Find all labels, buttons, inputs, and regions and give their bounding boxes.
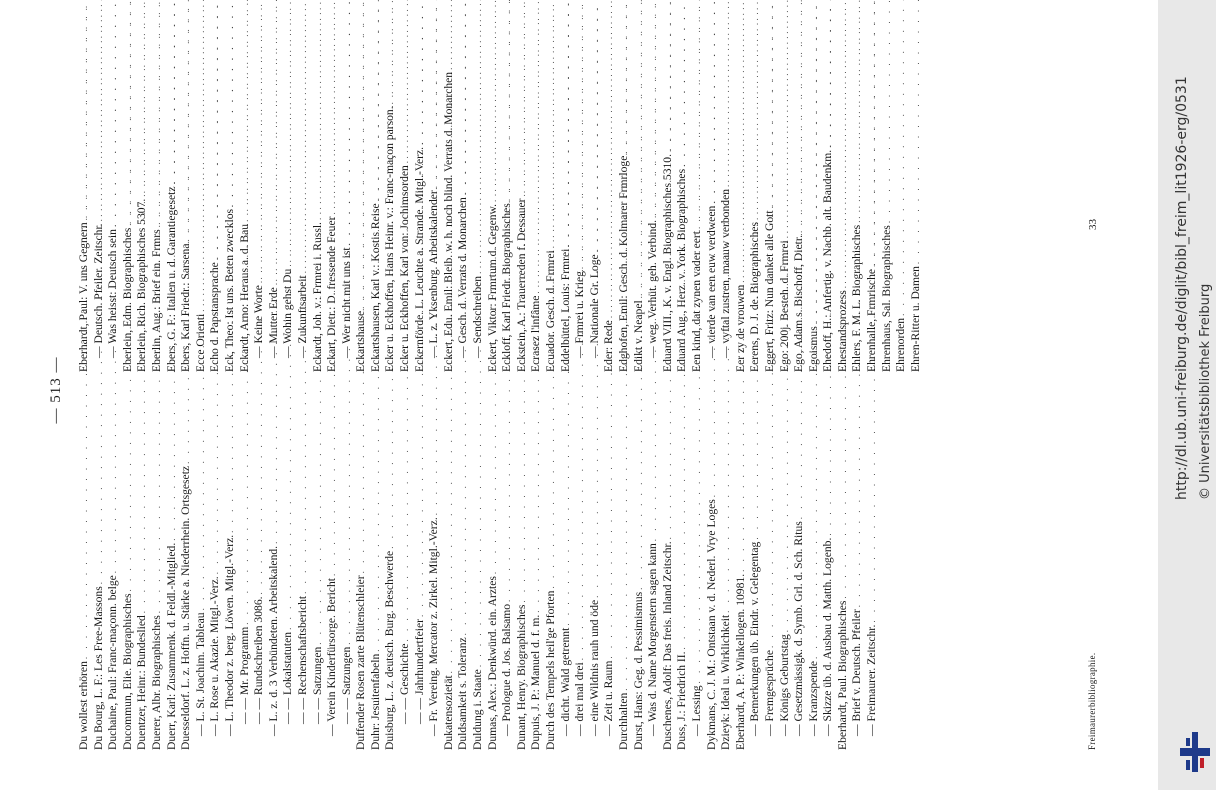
entry-text: Ebers, Karl Friedr.: Sarsena [179,243,193,372]
index-entry [296,42,311,372]
index-entry [559,420,574,750]
index-entry [661,42,676,372]
entry-text: — Freimaurer. Zeitschr. [865,624,879,736]
entry-text: Eckert, Edu. Emil: Bleib. w. h. noch blind. Verrats d. Monarchen [441,71,455,372]
index-entry [281,42,296,372]
entry-text: — — Rechenschaftsbericht [295,595,309,724]
entry-text: — Gesetzmässigk. d. Symb. Grl. d. Sch. Ritus [792,521,806,736]
entry-text: — L. Rose u. Akazie. Mitgl.-Verz. [208,576,222,736]
entry-text: Duschenes, Adolf: Das freis. Inland Zeitschr. [660,541,674,750]
entry-text: Duchaine, Paul: Franc-maçonn. belge [106,575,120,750]
index-entry [456,42,471,372]
dot-leader [369,0,384,201]
copyright-notice: © Universitätsbibliothek Freiburg [1198,283,1213,500]
dot-leader [150,0,165,227]
dot-leader [559,0,574,247]
index-entry [646,42,661,372]
dot-leader [471,0,486,274]
dot-leader [456,0,471,195]
dot-leader [675,0,690,167]
entry-text: Ego: 200j. Besteh. d. Frmrei [777,240,791,372]
index-entry [880,42,895,372]
dot-leader [296,0,311,273]
index-entry [734,42,749,372]
entry-text: — Fremgesprüche [762,650,776,736]
index-entry [325,42,340,372]
entry-text: Eder: Rede [602,320,616,372]
dot-leader [135,0,150,197]
index-entry [515,42,530,372]
entry-text: Duhr: Jesuitenfabeln [368,653,382,750]
index-entry [135,420,150,750]
index-entry [106,420,121,750]
index-entry [500,42,515,372]
entry-text: — Wohin gehst Du [281,268,295,358]
dot-leader [238,0,253,222]
entry-text: Ecce Orienti [193,313,207,372]
entry-text: — Skizze üb. d. Ausbau d. Matth. Logenb. [821,537,835,736]
entry-text: — L. z. d. 3 Verbündeten. Arbeitskalend. [266,545,280,736]
index-entry [690,420,705,750]
entry-text: Eerens, D. J. de. Biographisches [748,221,762,372]
index-entry [150,42,165,372]
index-entry [413,42,428,372]
index-entry [690,42,705,372]
entry-text: Dykmans, C. J. M.: Ontstaan v. d. Nederl. Vrye Loges [704,499,718,750]
entry-text: — Königs Geburtstag [777,634,791,736]
entry-text: — L. St. Joachim. Tableau [193,612,207,736]
index-entry [778,420,793,750]
dot-leader [223,0,238,207]
entry-text: Eckstein, A.: Trauerreden f. Dessauer [514,198,528,372]
dot-leader [92,0,107,221]
entry-text: Eduard VIII., K. v. Engl. Biographisches 5310. [660,154,674,372]
entry-text: Ehestandsprozess [835,290,849,372]
index-entry [165,420,180,750]
entry-text: Dupuis, J. P.: Manuel d. f. m. [529,614,543,750]
dot-leader [792,0,807,233]
index-entry [544,42,559,372]
index-entry [281,420,296,750]
index-entry [398,420,413,750]
entry-text: Eduard Aug., Herz. v. York. Biographisches [675,168,689,372]
entry-text: Ecrasez l'infâme [529,295,543,372]
entry-text: Duentzer, Heinr.: Bundeslied [135,615,149,750]
entry-text: Eberlein, Rich. Biographisches 5307. [135,198,149,372]
entry-text: — — Rundschreiben 3086. [252,596,266,724]
scanned-page [42,10,1117,770]
dot-leader [850,0,865,223]
index-entry [515,420,530,750]
index-entry [311,42,326,372]
entry-text: Eberhardt, Paul: V. uns Gegnern [77,222,90,372]
entry-text: Duffender Rosen zarte Blütenschleier [354,575,368,750]
index-entry [413,420,428,750]
index-entry [661,420,676,750]
entry-text: — Keine Worte [252,285,266,358]
entry-text: Duerr, Karl: Zusammenk. d. Feldl.-Mitglied. [164,542,178,750]
index-entry [194,420,209,750]
index-entry [588,420,603,750]
index-entry [529,420,544,750]
entry-text: Eckernförde. L. Leuchte a. Strande. Mitgl.-Verz. [412,146,426,372]
dot-leader [763,0,778,208]
dot-leader [617,0,632,154]
index-entry [909,42,924,372]
index-entry [427,420,442,750]
index-entry [442,420,457,750]
entry-text: — Zukunftsarbeit [295,275,309,358]
entry-text: Egoismus [806,326,820,372]
index-entry [763,420,778,750]
index-entry [675,42,690,372]
dot-leader [544,0,559,248]
entry-text: — Wer nicht mit uns ist [339,247,353,358]
entry-text: Ecker u. Eckhoffen, Karl von: Jochimsorden [398,165,412,372]
entry-text: — L. Theodor z. berg. Löwen. Mitgl.-Verz. [222,534,236,736]
index-entry [602,420,617,750]
entry-text: Dukatensozietät [441,675,455,750]
entry-text: Edghofen, Emil: Gesch. d. Kolmarer Frmrloge [616,155,630,372]
entry-text: Edikt v. Neapel [631,300,645,372]
index-entry [252,42,267,372]
entry-text: Ducommun, Elie. Biographisches [120,593,134,750]
index-entry [456,420,471,750]
dot-leader [632,0,647,298]
dot-leader [311,0,326,220]
index-entry [369,420,384,750]
index-entry [821,420,836,750]
dot-leader [500,0,515,201]
dot-leader [880,0,895,223]
index-entry [369,42,384,372]
entry-text: Eer zy de vrouwen [733,284,747,372]
entry-text: Eckert, Viktor: Frmrtum d. Gegenw. [485,203,499,372]
entry-text: Ehrenhalle, Frmrische [865,268,879,372]
index-entry [602,42,617,372]
dot-leader [340,0,355,245]
entry-text: Eck, Theo: Ist uns. Beten zwecklos [222,208,236,372]
entry-text: Ehren-Ritter u. Damen [908,266,922,372]
index-entry [383,420,398,750]
index-entry [573,420,588,750]
index-entry [807,420,822,750]
entry-text: — drei mal drei [573,662,587,736]
entry-text: — dicht. Wald getrennt [558,627,572,736]
index-entry [311,420,326,750]
entry-text: Duldsamkeit s. Toleranz [456,637,470,750]
index-entry [442,42,457,372]
entry-text: — Sendschreiben [471,275,485,358]
dot-leader [909,0,924,264]
index-entry [559,42,574,372]
entry-text: — Mutter Erde [266,287,280,358]
entry-text: — Verein Kinderfürsorge. Bericht [325,578,339,736]
entry-text: Ehedoff, H.: Anfertig. v. Nachb. alt. Baudenkm. [821,149,835,372]
entry-text: — L. z. Yksenburg. Arbeitskalender [427,190,441,358]
dot-leader [690,0,705,229]
entry-text: Dzieyk: Ideal u. Wirklichkeit [719,614,733,750]
index-entry [836,420,851,750]
index-entry [748,42,763,372]
index-entry [646,420,661,750]
index-entry [486,420,501,750]
entry-text: — Prologue d. Jos. Balsamo [500,603,514,736]
dot-leader [486,0,501,202]
entry-text: — vierde van een euw verdween [704,205,718,358]
entry-text: — Lessing [689,685,703,736]
index-entry [121,420,136,750]
dot-leader [267,0,282,285]
index-entry [238,42,253,372]
dot-leader [383,0,398,104]
dot-leader [646,0,661,218]
index-entry [179,42,194,372]
entry-text: Duisburg, L. z. deutsch. Burg. Beschwerde [383,550,397,750]
index-entry [632,420,647,750]
dot-leader [734,0,749,283]
entry-text: Eckartshause [354,310,368,372]
dot-leader [252,0,267,283]
entry-text: Ego, Adam s. Bischoff, Dietr. [792,235,806,372]
index-entry [238,420,253,750]
dot-leader [661,0,676,152]
index-entry [588,42,603,372]
index-entry [807,42,822,372]
entry-text: Ehrenhaus, Sal. Biographisches [879,225,893,372]
index-entry [763,42,778,372]
index-entry [748,420,763,750]
dot-leader [515,0,530,196]
entry-text: Du Bourg, L. F.: Les Free-Massons [91,586,105,750]
index-entry [865,42,880,372]
dot-leader [836,0,851,288]
entry-text: — — Geschichte [398,643,412,724]
dot-leader [807,0,822,324]
entry-text: Duesseldorf. L. z. Hoffn. u. Stärke a. Niederrhein. Ortsgesetz [179,465,193,750]
index-entry [92,420,107,750]
entry-text: — Nationale Gr. Loge [587,254,601,358]
index-entry [77,42,92,372]
entry-text: Eggert, Fritz: Nun danket alle Gott [762,210,776,372]
index-entry [850,420,865,750]
entry-text: Eberhardt, Paul. Biographisches [835,600,849,750]
right-column [77,42,923,372]
entry-text: Duss, J.: Friedrich II. [675,651,689,750]
index-entry [544,420,559,750]
entry-text: Eckartshausen, Karl v.: Kostis Reise [368,203,382,372]
index-entry [573,42,588,372]
index-entry [194,42,209,372]
index-entry [135,42,150,372]
index-entry [705,420,720,750]
entry-text: Dunant, Henry. Biographisches [514,604,528,750]
entry-text: — Bemerkungen üb. Eindr. v. Gelegentag [748,541,762,736]
entry-text: Ecker u. Eckhoffen, Hans Heinr. v.: Franc-maçon parson. [383,106,397,372]
entry-text: — Frmrei u. Krieg [573,271,587,358]
dot-leader [894,0,909,316]
index-entry [354,42,369,372]
index-entry [471,42,486,372]
index-entry [77,420,92,750]
dot-leader [194,0,209,312]
dot-leader [121,0,136,226]
index-entry [792,42,807,372]
entry-text: Ehrenorden [894,317,908,372]
index-entry [486,42,501,372]
margin-text [1164,0,1222,790]
margin-band [1158,0,1216,790]
entry-text: — — Mr. Programm [237,626,251,724]
index-entry [529,42,544,372]
index-entry [252,420,267,750]
index-entry [792,420,807,750]
dot-leader [106,0,121,227]
dot-leader [354,0,369,309]
dot-leader [748,0,763,220]
entry-text: — — Jahrhundertfeier [412,619,426,724]
entry-text: — Gesch. d. Verrats d. Monarchen [456,197,470,358]
dot-leader [165,0,180,185]
dot-leader [179,0,194,242]
index-entry [296,420,311,750]
entry-text: Eberhardt, A. P.: Winkellogen. 10981. [733,573,747,750]
index-entry [865,420,880,750]
entry-text: — weg. Verhüt. geh. Verbind. [646,219,660,358]
entry-text: Eckloff, Karl Friedr. Biographisches [500,203,514,372]
index-entry [427,42,442,372]
entry-text: Eckardt, Arno: Heraus a. d. Bau [237,223,251,372]
ub-freiburg-logo-icon [1178,730,1212,774]
index-entry [267,420,282,750]
entry-text: Eckart, Dietr.: D. fressende Feuer [325,216,339,372]
index-entry [267,42,282,372]
index-entry [398,42,413,372]
index-entry [179,420,194,750]
entry-text: — eine Wildnis rauh und öde [587,599,601,736]
dot-leader [427,0,442,188]
entry-text: — Deutsch. Pfeiler. Zeitschr. [91,223,105,358]
entry-text: — Zeit u. Raum [602,660,616,736]
dot-leader [588,0,603,252]
index-entry [165,42,180,372]
entry-text: — Kranzspende [806,660,820,736]
index-entry [208,420,223,750]
index-entry [500,420,515,750]
entry-text: — — Lokalstatuten [281,631,295,724]
entry-text: Durch des Tempels heil'ge Pforten [544,590,557,750]
dot-leader [705,0,720,204]
entry-text: Eckardt, Joh. v.: Frmrei i. Russl. [310,222,324,372]
index-entry [354,420,369,750]
index-entry [471,420,486,750]
entry-text: Duerer, Albr. Biographisches [149,615,163,750]
index-entry [325,420,340,750]
dot-leader [529,0,544,294]
index-entry [894,42,909,372]
index-entry [821,42,836,372]
page-footnote: Freimaurerbibliographie. [1087,652,1097,750]
entry-text: Durchhalten [616,692,630,750]
entry-text: — Was heisst: Deutsch sein [106,229,120,358]
entry-text: Ebers, G. F.: Italien u. d. Garantiegesetz [164,186,178,372]
index-entry [719,420,734,750]
dot-leader [821,0,836,148]
index-entry [719,42,734,372]
dot-leader [442,0,457,70]
index-entry [223,420,238,750]
dot-leader [865,0,880,267]
index-entry [340,420,355,750]
dot-leader [281,0,296,267]
entry-text: Eberlin, Aug.: Brief ein. Frmrs [149,229,163,372]
entry-text: Een kind, dat zynen vader eert [689,231,703,372]
index-entry [617,42,632,372]
index-entry [836,42,851,372]
entry-text: Eddelbüttel, Louis: Frmrei [558,248,572,372]
dot-leader [208,0,223,260]
index-entry [106,42,121,372]
entry-text: Dumas, Alex.: Denkwürd. ein. Arztes [485,576,499,750]
dot-leader [719,0,734,187]
entry-text: Ecuador. Gesch. d. Frmrei [544,250,557,372]
index-entry [705,42,720,372]
source-url-link[interactable]: http://dl.ub.uni-freiburg.de/diglit/bibl_freim_lit1926-erg/0531 [1174,76,1190,500]
entry-text: Ehlers, F. M. L. Biographisches [850,224,864,372]
page-number: — 513 — [48,356,64,424]
index-entry [617,420,632,750]
entry-text: — vyftal zustren, maauw verbonden [719,188,733,358]
dot-leader [573,0,588,269]
entry-text: Du wollest erhören [77,661,90,750]
dot-leader [325,0,340,215]
index-entry [92,42,107,372]
left-column [77,420,880,750]
entry-text: Eberlein, Edm. Biographisches [120,227,134,372]
entry-text: Duldung i. Staate [471,669,485,750]
dot-leader [77,0,92,220]
entry-text: — Brief v. Deutsch. Pfeiler [850,609,864,736]
dot-leader [602,0,617,318]
index-entry [675,420,690,750]
entry-text: — — Satzungen [310,646,324,724]
index-entry [208,42,223,372]
entry-text: — — Satzungen [339,646,353,724]
index-entry [223,42,238,372]
index-entry [632,42,647,372]
index-entry [734,420,749,750]
dot-leader [778,0,793,238]
entry-text: — Was d. Name Morgenstern sagen kann [646,543,660,736]
index-entry [121,42,136,372]
index-entry [383,42,398,372]
entry-text: Durst, Hans: Geg. d. Pessimismus [631,591,645,750]
dot-leader [398,0,413,163]
index-entry [150,420,165,750]
index-entry [340,42,355,372]
dot-leader [413,0,428,145]
index-entry [778,42,793,372]
index-entry [850,42,865,372]
entry-text: — Fr. Vereing. Mercator z. Zirkel. Mitgl.-Verz. [427,517,441,736]
sheet-number: 33 [1087,219,1099,230]
entry-text: Echo d. Papstansprache [208,262,222,372]
